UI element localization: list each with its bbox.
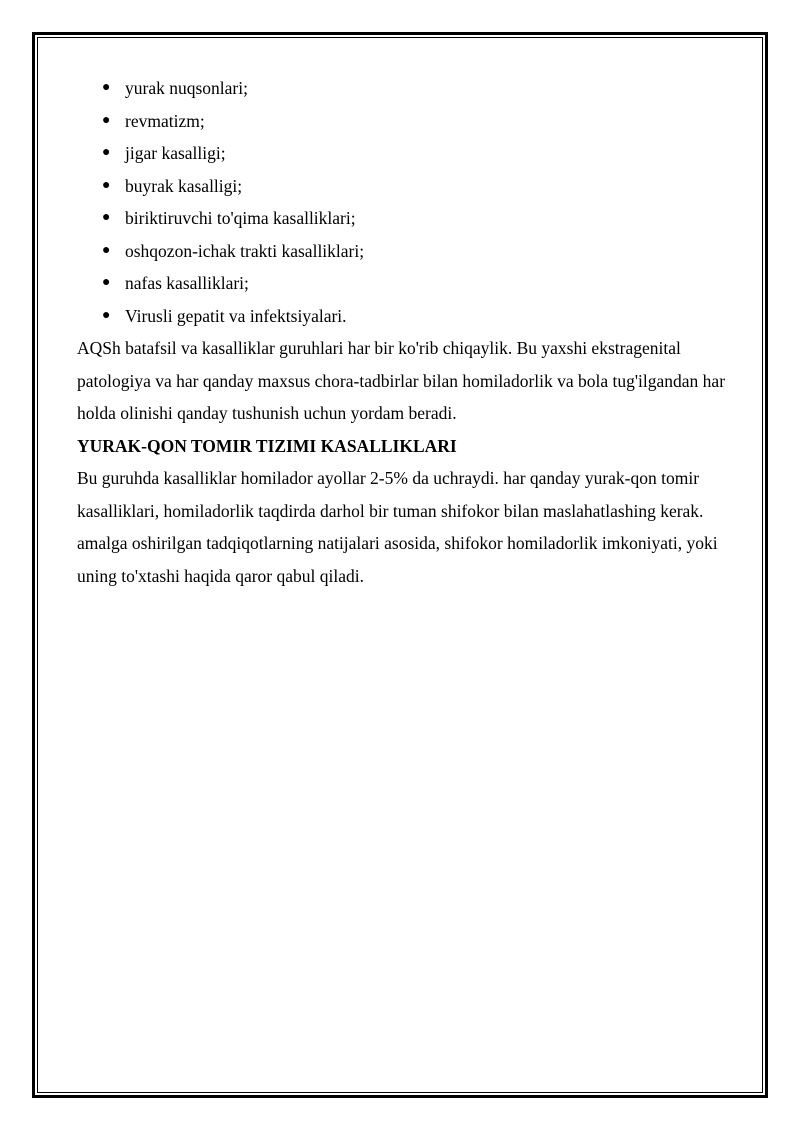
list-item: ● oshqozon-ichak trakti kasalliklari; xyxy=(77,235,727,268)
section-heading: YURAK-QON TOMIR TIZIMI KASALLIKLARI xyxy=(77,435,457,456)
list-item: ● Virusli gepatit va infektsiyalari. xyxy=(77,300,727,333)
list-item: ● nafas kasalliklari; xyxy=(77,267,727,300)
bullet-icon: ● xyxy=(102,145,111,160)
bullet-icon: ● xyxy=(102,210,111,225)
bullet-icon: ● xyxy=(102,307,111,323)
document-body xyxy=(77,72,727,592)
list-item: ● revmatizm; xyxy=(77,105,727,138)
section-paragraph: Bu guruhda kasalliklar homilador ayollar 2-5% da uchraydi. har qanday yurak-qon tomir kasalliklari, homiladorlik taqdirda darhol bir tuman shifokor bilan maslahatlashing kerak. amalga oshirilgan tadqiqotlarning natijalari asosida, shifokor homiladorlik imkoniyati, yoki uning to'xtashi haqida qaror qabul qiladi. xyxy=(77,468,718,586)
list-item: ● buyrak kasalligi; xyxy=(77,170,727,203)
bullet-icon: ● xyxy=(102,80,111,95)
intro-paragraph: AQSh batafsil va kasalliklar guruhlari har bir ko'rib chiqaylik. Bu yaxshi ekstragenital patologiya va har qanday maxsus chora-tadbirlar bilan homiladorlik va bola tug'ilgandan har holda olinishi qanday tushunish uchun yordam beradi. xyxy=(77,338,726,423)
list-item: ● yurak nuqsonlari; xyxy=(77,72,727,105)
bullet-icon: ● xyxy=(102,242,111,258)
bullet-icon: ● xyxy=(102,275,111,290)
bullet-icon: ● xyxy=(102,177,111,193)
list-item: ● jigar kasalligi; xyxy=(77,137,727,170)
bullet-icon: ● xyxy=(102,112,111,128)
list-item: ● biriktiruvchi to'qima kasalliklari; xyxy=(77,202,727,235)
disease-list xyxy=(77,72,727,332)
